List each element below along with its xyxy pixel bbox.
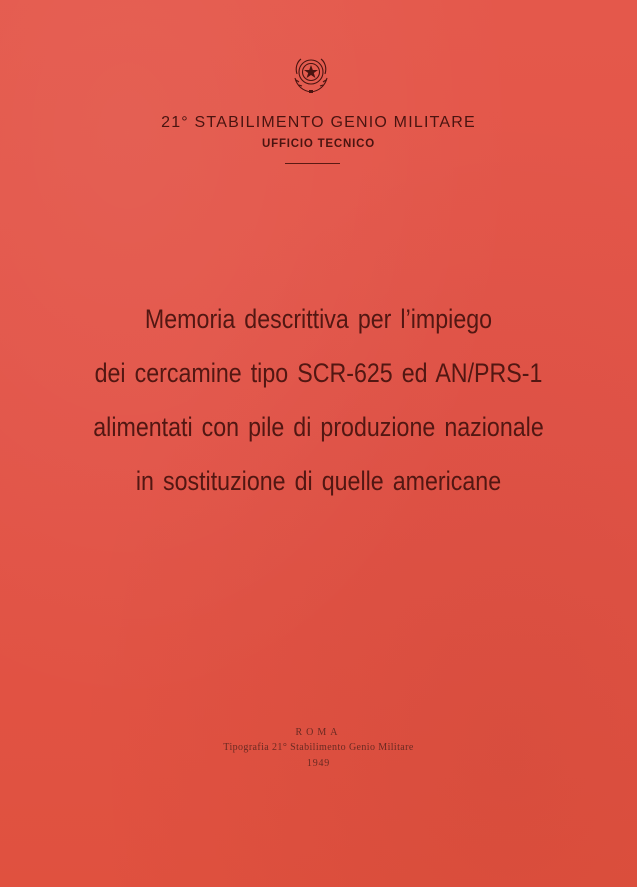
title-line-3: alimentati con pile di produzione nazionale xyxy=(93,412,544,442)
imprint-printer: Tipografia 21° Stabilimento Genio Militare xyxy=(223,742,414,753)
header-divider xyxy=(285,163,340,164)
document-title xyxy=(79,292,558,508)
imprint-year: 1949 xyxy=(306,758,331,769)
imprint-city: ROMA xyxy=(295,727,342,738)
title-line-4: in sostituzione di quelle americane xyxy=(135,466,502,496)
title-line-1: Memoria descrittiva per l’impiego xyxy=(144,304,493,334)
institution-name: 21° STABILIMENTO GENIO MILITARE xyxy=(161,114,476,131)
office-name: UFFICIO TECNICO xyxy=(262,138,375,150)
italian-republic-emblem-icon xyxy=(289,52,333,96)
title-line-2: dei cercamine tipo SCR-625 ed AN/PRS-1 xyxy=(94,358,543,388)
